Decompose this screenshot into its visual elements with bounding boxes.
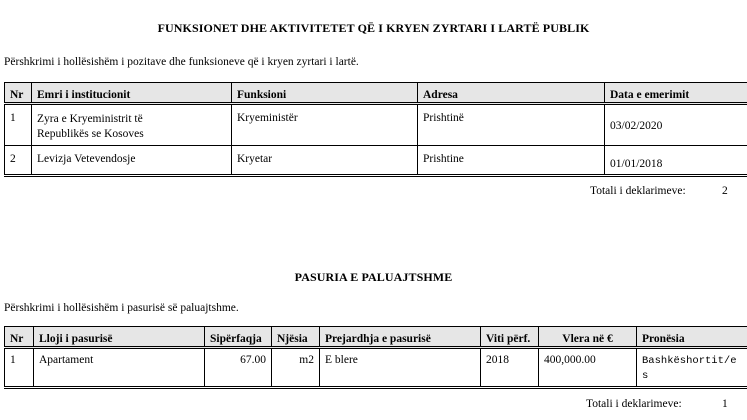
institution-line: Republikës se Kosoves [37,128,144,140]
cell-function: Kryeministër [232,104,418,146]
table-row [5,146,747,176]
table-row [5,104,747,146]
cell-nr: 2 [5,146,32,176]
header-institution: Emri i institucionit [32,83,232,104]
header-address: Adresa [418,83,605,104]
header-value: Vlera në € [539,327,637,348]
ownership-line: Bashkëshortit/e [642,355,737,367]
cell-unit: m2 [272,348,320,388]
institution-line: Zyra e Kryeministrit të [37,113,143,125]
total-label: Totali i deklarimeve: [590,185,686,197]
section1-total [590,185,740,197]
section1-title: FUNKSIONET DHE AKTIVITETET QË I KRYEN ZYRTARI I LARTË PUBLIK [157,21,590,35]
header-origin: Prejardhja e pasurisë [320,327,481,348]
ownership-line: s [642,370,649,382]
cell-date: 01/01/2018 [605,146,747,176]
cell-address: Prishtine [418,146,605,176]
cell-year: 2018 [481,348,539,388]
property-table [4,326,747,389]
cell-institution [32,104,232,146]
property-table-header [5,327,747,348]
section2-description: Përshkrimi i hollësishëm i pasurisë së paluajtshme. [4,302,239,314]
section1-description: Përshkrimi i hollësishëm i pozitave dhe funksioneve që i kryen zyrtari i lartë. [4,56,359,68]
cell-function: Kryetar [232,146,418,176]
header-function: Funksioni [232,83,418,104]
header-nr: Nr [5,83,32,104]
header-year: Viti përf. [481,327,539,348]
header-unit: Njësia [272,327,320,348]
functions-table [4,82,747,177]
section2-total [586,398,741,410]
cell-nr: 1 [5,348,34,388]
total-value: 1 [722,398,728,410]
header-type: Lloji i pasurisë [34,327,205,348]
header-nr: Nr [5,327,34,348]
cell-address: Prishtinë [418,104,605,146]
cell-type: Apartament [34,348,205,388]
cell-nr: 1 [5,104,32,146]
header-ownership: Pronësia [637,327,747,348]
section2-title: PASURIA E PALUAJTSHME [294,270,453,284]
table-row [5,348,747,388]
cell-value: 400,000.00 [539,348,637,388]
cell-origin: E blere [320,348,481,388]
functions-table-header [5,83,747,104]
cell-area: 67.00 [205,348,272,388]
header-date: Data e emerimit [605,83,747,104]
total-label: Totali i deklarimeve: [586,398,682,410]
total-value: 2 [722,185,728,197]
cell-date: 03/02/2020 [605,104,747,146]
header-area: Sipërfaqja [205,327,272,348]
cell-institution: Levizja Vetevendosje [32,146,232,176]
cell-ownership [637,348,747,388]
